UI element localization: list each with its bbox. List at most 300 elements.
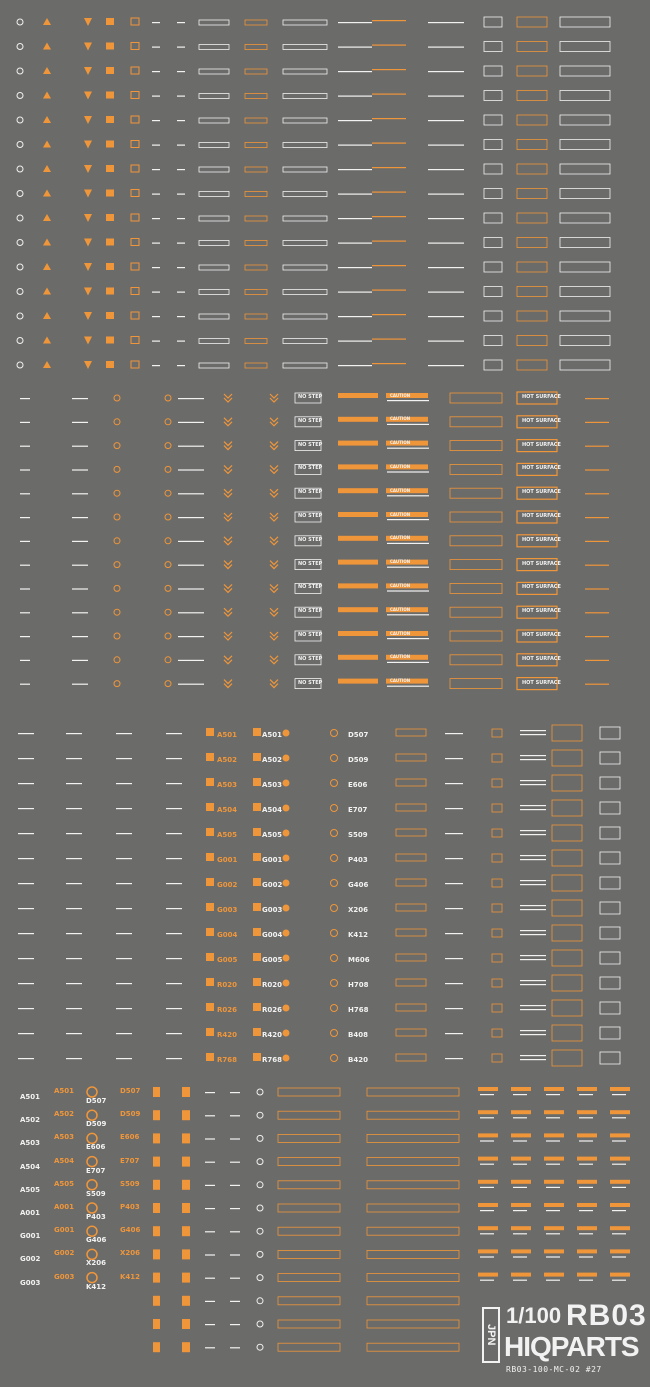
fine-print-mark <box>166 933 182 934</box>
frame-mark <box>396 929 426 936</box>
frame-mark <box>560 262 610 272</box>
fine-print-mark <box>230 1347 240 1348</box>
hazard-square <box>206 828 214 836</box>
fine-print-mark <box>18 833 34 834</box>
hazard-mark <box>131 361 139 368</box>
fine-print-mark <box>546 1117 560 1118</box>
hazard-mark <box>106 67 114 74</box>
fine-print-mark <box>428 243 464 244</box>
code-label: A504 <box>54 1156 75 1165</box>
caution-frame <box>450 464 502 474</box>
ring-mark <box>165 562 171 568</box>
fine-print-mark <box>520 909 546 910</box>
code-label: H768 <box>348 1006 369 1014</box>
fine-print-mark <box>72 422 88 423</box>
frame-mark <box>492 854 502 862</box>
dot-mark <box>283 930 290 937</box>
frame-mark <box>560 189 610 199</box>
fine-print-mark <box>178 541 204 542</box>
barcode-mark <box>577 1203 597 1207</box>
frame-mark <box>600 1002 620 1014</box>
frame-mark <box>245 265 267 270</box>
frame-mark <box>367 1343 459 1351</box>
code-label: A505 <box>20 1185 41 1194</box>
fine-print-mark <box>177 194 185 195</box>
fine-print-mark <box>177 47 185 48</box>
frame-mark <box>552 975 582 991</box>
ring-mark <box>114 443 120 449</box>
caution-label: CAUTION <box>390 606 411 612</box>
fine-print-mark <box>338 71 372 72</box>
caution-label: CAUTION <box>390 416 411 422</box>
frame-mark <box>199 241 229 246</box>
frame-mark <box>283 20 327 25</box>
triangle-mark <box>43 43 51 50</box>
fine-print-mark <box>72 493 88 494</box>
frame-mark <box>396 904 426 911</box>
fine-print-mark <box>177 169 185 170</box>
fine-print-mark <box>166 883 182 884</box>
frame-mark <box>367 1088 459 1096</box>
fine-print-mark <box>585 493 609 494</box>
code-label: E707 <box>348 806 368 814</box>
code-label: A504 <box>262 806 283 814</box>
frame-mark <box>199 265 229 270</box>
frame-mark <box>600 1052 620 1064</box>
frame-mark <box>552 875 582 891</box>
fine-print-mark <box>177 316 185 317</box>
dot-mark <box>17 264 23 270</box>
fine-print-mark <box>152 365 160 366</box>
fine-print-mark <box>428 218 464 219</box>
shield-mark <box>84 141 92 149</box>
fine-print-mark <box>116 1058 132 1059</box>
code-label: G003 <box>262 906 283 914</box>
fine-print-mark <box>387 519 429 520</box>
fine-print-mark <box>178 398 204 399</box>
fine-print-mark <box>338 267 372 268</box>
caution-frame <box>450 441 502 451</box>
fine-print-mark <box>178 636 204 637</box>
frame-mark <box>245 45 267 50</box>
barcode-mark <box>511 1203 531 1207</box>
dot-mark <box>17 362 23 368</box>
hazard-bar <box>182 1319 190 1329</box>
hazard-mark <box>106 190 114 197</box>
frame-mark <box>199 94 229 99</box>
fine-print-mark <box>18 958 34 959</box>
frame-mark <box>283 118 327 123</box>
code-label: A501 <box>20 1093 41 1101</box>
fine-print-mark <box>372 143 406 144</box>
barcode-mark <box>610 1133 630 1137</box>
barcode-mark <box>544 1273 564 1277</box>
frame-mark <box>283 314 327 319</box>
hazard-mark <box>106 18 114 25</box>
fine-print-mark <box>230 1115 240 1116</box>
fine-print-mark <box>116 908 132 909</box>
fine-print-mark <box>585 398 609 399</box>
frame-mark <box>283 69 327 74</box>
frame-mark <box>283 265 327 270</box>
hazard-mark <box>131 312 139 319</box>
frame-mark <box>552 850 582 866</box>
dot-mark <box>17 93 23 99</box>
frame-mark <box>560 91 610 101</box>
hazard-mark <box>106 116 114 123</box>
hazard-square <box>206 728 214 736</box>
ring-mark <box>114 466 120 472</box>
fine-print-mark <box>480 1140 494 1141</box>
fine-print-mark <box>387 686 429 687</box>
fine-print-mark <box>445 858 463 859</box>
code-label: E707 <box>86 1166 106 1175</box>
barcode-mark <box>511 1180 531 1184</box>
frame-mark <box>245 290 267 295</box>
frame-mark <box>517 213 547 223</box>
barcode-mark <box>610 1110 630 1114</box>
fine-print-mark <box>445 983 463 984</box>
fine-print-mark <box>116 783 132 784</box>
ring-mark <box>87 1180 97 1190</box>
hazard-bar <box>153 1087 160 1097</box>
fine-print-mark <box>18 983 34 984</box>
frame-mark <box>492 879 502 887</box>
fine-print-mark <box>520 930 546 931</box>
fine-print-mark <box>72 612 88 613</box>
fine-print-mark <box>230 1138 240 1139</box>
ring-mark <box>165 395 171 401</box>
hot-surface-label: HOT SURFACE <box>522 513 561 519</box>
barcode-mark <box>544 1157 564 1161</box>
frame-mark <box>560 140 610 150</box>
fine-print-mark <box>520 905 546 906</box>
no-step-bar <box>338 441 378 446</box>
triangle-mark <box>43 116 51 123</box>
frame-mark <box>560 311 610 321</box>
frame-mark <box>484 262 502 272</box>
no-step-bar <box>338 393 378 398</box>
code-label: D509 <box>120 1110 141 1119</box>
frame-mark <box>552 950 582 966</box>
barcode-mark <box>610 1273 630 1277</box>
frame-mark <box>600 852 620 864</box>
dot-mark <box>257 1112 263 1118</box>
fine-print-mark <box>445 1058 463 1059</box>
frame-mark <box>517 238 547 248</box>
code-label: A505 <box>217 831 238 839</box>
ring-mark <box>87 1087 97 1097</box>
shield-mark <box>84 312 92 320</box>
no-step-bar <box>338 607 378 612</box>
hazard-square <box>206 853 214 861</box>
barcode-mark <box>577 1249 597 1253</box>
fine-print-mark <box>20 517 30 518</box>
no-step-label: NO STEP <box>298 632 323 638</box>
dot-mark <box>257 1135 263 1141</box>
fine-print-mark <box>205 1347 215 1348</box>
fine-print-mark <box>520 780 546 781</box>
fine-print-mark <box>372 45 406 46</box>
fine-print-mark <box>230 1208 240 1209</box>
code-label: G001 <box>217 856 238 864</box>
no-step-bar <box>338 512 378 517</box>
ring-mark <box>114 585 120 591</box>
hazard-bar <box>153 1180 160 1190</box>
ring-mark <box>114 395 120 401</box>
code-label: G406 <box>348 881 369 889</box>
fine-print-mark <box>428 316 464 317</box>
fine-print-mark <box>387 590 429 591</box>
frame-mark <box>517 17 547 27</box>
fine-print-mark <box>579 1140 593 1141</box>
fine-print-mark <box>178 565 204 566</box>
dot-mark <box>257 1275 263 1281</box>
frame-mark <box>278 1181 340 1189</box>
fine-print-mark <box>20 565 30 566</box>
frame-mark <box>283 45 327 50</box>
dot-mark <box>17 44 23 50</box>
fine-print-mark <box>585 517 609 518</box>
fine-print-mark <box>546 1210 560 1211</box>
frame-mark <box>245 314 267 319</box>
chevron-mark <box>270 680 278 688</box>
frame-mark <box>517 66 547 76</box>
no-step-bar <box>338 560 378 565</box>
hazard-square <box>206 928 214 936</box>
hazard-mark <box>106 165 114 172</box>
code-label: E707 <box>120 1156 140 1165</box>
code-label: A502 <box>54 1110 75 1119</box>
code-label: A502 <box>262 756 283 764</box>
hazard-square <box>253 1053 261 1061</box>
fine-print-mark <box>387 638 429 639</box>
fine-print-mark <box>18 933 34 934</box>
dot-mark <box>257 1228 263 1234</box>
fine-print-mark <box>428 169 464 170</box>
fine-print-mark <box>579 1094 593 1095</box>
fine-print-mark <box>152 120 160 121</box>
frame-mark <box>600 827 620 839</box>
frame-mark <box>560 287 610 297</box>
code-label: R768 <box>217 1056 238 1064</box>
fine-print-mark <box>152 47 160 48</box>
fine-print-mark <box>230 1185 240 1186</box>
fine-print-mark <box>230 1231 240 1232</box>
shield-mark <box>84 361 92 369</box>
ring-mark <box>165 514 171 520</box>
fine-print-mark <box>372 118 406 119</box>
fine-print-mark <box>372 94 406 95</box>
fine-print-mark <box>177 96 185 97</box>
chevron-mark <box>270 513 278 521</box>
ring-mark <box>114 490 120 496</box>
fine-print-mark <box>338 218 372 219</box>
barcode-mark <box>544 1249 564 1253</box>
frame-mark <box>199 314 229 319</box>
fine-print-mark <box>338 120 372 121</box>
fine-print-mark <box>72 660 88 661</box>
no-step-label: NO STEP <box>298 584 323 591</box>
dot-mark <box>283 780 290 787</box>
fine-print-mark <box>445 908 463 909</box>
no-step-label: NO STEP <box>298 489 323 496</box>
frame-mark <box>484 17 502 27</box>
frame-mark <box>492 754 502 762</box>
frame-mark <box>492 1029 502 1037</box>
fine-print-mark <box>72 588 88 589</box>
fine-print-mark <box>116 958 132 959</box>
hazard-bar <box>182 1249 190 1259</box>
fine-print-mark <box>612 1117 626 1118</box>
code-label: G406 <box>86 1236 107 1245</box>
shield-mark <box>84 288 92 296</box>
barcode-mark <box>511 1087 531 1091</box>
fine-print-mark <box>72 398 88 399</box>
fine-print-mark <box>18 908 34 909</box>
frame-mark <box>245 94 267 99</box>
code-label: S509 <box>86 1189 106 1198</box>
code-label: G002 <box>262 881 283 889</box>
fine-print-mark <box>72 469 88 470</box>
hazard-bar <box>182 1110 190 1120</box>
fine-print-mark <box>177 341 185 342</box>
fine-print-mark <box>166 808 182 809</box>
barcode-mark <box>577 1273 597 1277</box>
fine-print-mark <box>579 1256 593 1257</box>
code-label: K412 <box>86 1282 107 1291</box>
frame-mark <box>396 779 426 786</box>
frame-mark <box>560 17 610 27</box>
barcode-mark <box>610 1157 630 1161</box>
hot-surface-label: HOT SURFACE <box>522 489 561 496</box>
frame-mark <box>367 1297 459 1305</box>
caution-label: CAUTION <box>390 440 411 446</box>
frame-mark <box>245 20 267 25</box>
fine-print-mark <box>177 71 185 72</box>
hazard-square <box>253 1003 261 1011</box>
triangle-mark <box>43 312 51 319</box>
fine-print-mark <box>338 365 372 366</box>
code-label: A501 <box>217 731 238 739</box>
ring-mark <box>114 609 120 615</box>
ring-mark <box>331 780 338 787</box>
hazard-mark <box>131 116 139 123</box>
frame-mark <box>199 216 229 221</box>
dot-mark <box>257 1251 263 1257</box>
code-label: R020 <box>262 981 283 989</box>
fine-print-mark <box>579 1233 593 1234</box>
ring-mark <box>114 633 120 639</box>
triangle-mark <box>43 239 51 246</box>
hazard-square <box>206 978 214 986</box>
caution-frame <box>450 512 502 522</box>
frame-mark <box>199 45 229 50</box>
frame-mark <box>492 979 502 987</box>
fine-print-mark <box>480 1210 494 1211</box>
fine-print-mark <box>612 1140 626 1141</box>
hot-surface-label: HOT SURFACE <box>522 632 561 638</box>
dot-mark <box>257 1321 263 1327</box>
fine-print-mark <box>387 400 429 401</box>
brand-block <box>484 1299 647 1379</box>
frame-mark <box>517 140 547 150</box>
caution-frame <box>450 560 502 570</box>
fine-print-mark <box>513 1233 527 1234</box>
hazard-square <box>253 778 261 786</box>
fine-print-mark <box>428 194 464 195</box>
fine-print-mark <box>20 636 30 637</box>
fine-print-mark <box>585 612 609 613</box>
fine-print-mark <box>520 959 546 960</box>
fine-print-mark <box>66 1008 82 1009</box>
hazard-bar <box>153 1203 160 1213</box>
fine-print-mark <box>66 933 82 934</box>
chevron-mark <box>224 584 232 592</box>
fine-print-mark <box>152 194 160 195</box>
fine-print-mark <box>18 883 34 884</box>
code-label: K412 <box>120 1272 141 1281</box>
hazard-bar <box>153 1319 160 1329</box>
barcode-mark <box>511 1133 531 1137</box>
fine-print-mark <box>428 71 464 72</box>
ring-mark <box>331 1055 338 1062</box>
fine-print-mark <box>177 120 185 121</box>
shield-mark <box>84 18 92 26</box>
dot-mark <box>17 338 23 344</box>
hot-surface-label: HOT SURFACE <box>522 536 561 543</box>
frame-mark <box>199 192 229 197</box>
frame-mark <box>367 1274 459 1282</box>
no-step-label: NO STEP <box>298 441 323 448</box>
code-label: G005 <box>262 956 283 964</box>
code-label: A503 <box>54 1133 75 1142</box>
barcode-mark <box>544 1226 564 1230</box>
barcode-mark <box>544 1110 564 1114</box>
ring-mark <box>165 657 171 663</box>
fine-print-mark <box>20 660 30 661</box>
no-step-bar <box>338 417 378 422</box>
fine-print-mark <box>480 1256 494 1257</box>
fine-print-mark <box>520 805 546 806</box>
code-label: G001 <box>54 1226 75 1235</box>
barcode-mark <box>478 1110 498 1114</box>
fine-print-mark <box>177 292 185 293</box>
barcode-mark <box>478 1226 498 1230</box>
dot-mark <box>257 1298 263 1304</box>
frame-mark <box>517 164 547 174</box>
hazard-square <box>206 1028 214 1036</box>
frame-mark <box>552 800 582 816</box>
chevron-mark <box>270 465 278 473</box>
code-label: D509 <box>348 756 369 764</box>
triangle-mark <box>43 288 51 295</box>
caution-label: CAUTION <box>390 678 411 684</box>
hazard-square <box>253 828 261 836</box>
frame-mark <box>199 290 229 295</box>
frame-mark <box>560 164 610 174</box>
fine-print-mark <box>520 934 546 935</box>
frame-mark <box>484 115 502 125</box>
fine-print-mark <box>428 292 464 293</box>
fine-print-mark <box>585 541 609 542</box>
fine-print-mark <box>152 292 160 293</box>
hot-surface-label: HOT SURFACE <box>522 584 561 591</box>
frame-mark <box>492 729 502 737</box>
fine-print-mark <box>205 1115 215 1116</box>
fine-print-mark <box>72 446 88 447</box>
chevron-mark <box>270 561 278 569</box>
